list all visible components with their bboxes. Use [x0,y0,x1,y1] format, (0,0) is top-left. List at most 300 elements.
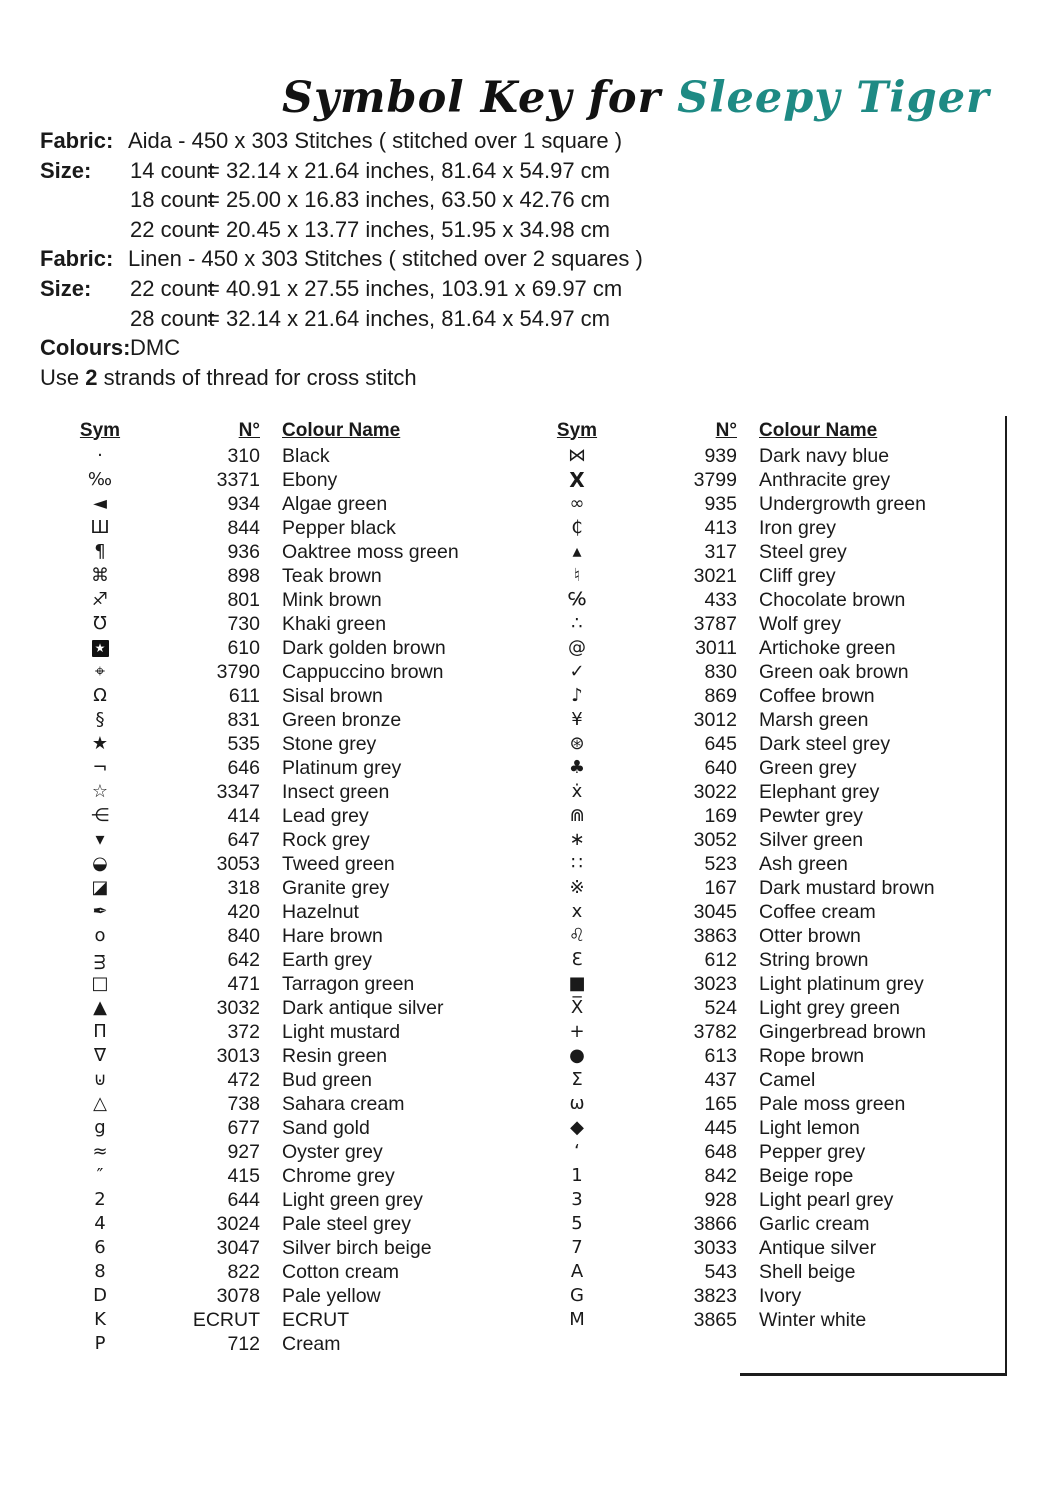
dmc-number: 437 [704,1068,737,1091]
dmc-number: 935 [704,492,737,515]
dmc-number: 898 [227,564,260,587]
symbol-glyph: Ш [90,517,110,538]
symbol-glyph: ♮ [573,565,581,586]
dmc-number: 613 [704,1044,737,1067]
symbol-glyph: 5 [571,1213,583,1234]
colour-name: Anthracite grey [759,468,891,491]
dmc-number: 646 [227,756,260,779]
dmc-number: 317 [704,540,737,563]
dmc-number: 645 [704,732,737,755]
colour-name: Wolf grey [759,612,841,635]
header-sym: Sym [556,419,598,441]
info-line-fabric-2 [40,244,643,274]
symbol-glyph: ■ [568,973,586,994]
info-line-size-5 [40,304,643,334]
colour-name: Winter white [759,1308,867,1331]
size-count: 22 count [130,216,215,242]
dmc-number: 3022 [693,780,737,803]
dmc-number: 414 [227,804,260,827]
symbol-glyph: ◪ [91,877,109,898]
symbol-glyph: ¬ [92,757,108,778]
table-row [545,780,985,804]
symbol-glyph: 8 [94,1261,106,1282]
dmc-number: 3045 [693,900,737,923]
table-row [545,732,985,756]
table-row [545,588,985,612]
colour-name: Antique silver [759,1236,877,1259]
dmc-number: 3021 [693,564,737,587]
table-row [68,1332,498,1356]
symbol-glyph: · [97,445,103,466]
table-row [545,1308,985,1332]
symbol-glyph: ⋒ [569,805,585,826]
strands-count: 2 [85,364,98,390]
dmc-number: 3032 [216,996,260,1019]
dmc-number: 3053 [216,852,260,875]
table-row [68,564,498,588]
dmc-number: 3011 [695,636,737,659]
strands-note [40,363,643,393]
table-row [545,1284,985,1308]
table-row [545,516,985,540]
table-row [68,1020,498,1044]
dmc-number: 928 [704,1188,737,1211]
colour-name: Sahara cream [282,1092,405,1115]
symbol-glyph: ★ [92,640,109,657]
dmc-number: 167 [704,876,737,899]
symbol-glyph: ‘ [574,1141,580,1162]
table-row [545,564,985,588]
dmc-number: 433 [704,588,737,611]
colour-name: Coffee brown [759,684,875,707]
colour-name: Pale yellow [282,1284,381,1307]
header-number: N° [238,419,260,441]
dmc-number: 523 [704,852,737,875]
dmc-number: 3799 [693,468,737,491]
table-row [68,1044,498,1068]
strands-prefix: Use [40,364,80,390]
dmc-number: 610 [227,636,260,659]
table-row [545,540,985,564]
pattern-info-block [40,126,643,392]
fabric-label: Fabric: [40,128,114,153]
symbol-glyph: ℅ [567,589,587,610]
page-title [282,74,990,122]
dmc-number: 840 [227,924,260,947]
dmc-number: 612 [704,948,737,971]
symbol-glyph: ω [569,1093,585,1114]
colour-name: Ash green [759,852,848,875]
symbol-glyph: A [570,1261,584,1282]
info-line-size-1 [40,156,643,186]
colour-name: Otter brown [759,924,861,947]
colour-name: Cream [282,1332,341,1355]
dmc-number: 372 [227,1020,260,1043]
dmc-number: ECRUT [192,1308,260,1331]
colour-name: Green oak brown [759,660,909,683]
size-dims: = 20.45 x 13.77 inches, 51.95 x 34.98 cm [207,216,610,242]
colour-name: Marsh green [759,708,869,731]
table-row [68,1236,498,1260]
symbol-glyph: ¶ [94,541,106,562]
symbol-glyph: ẋ [571,781,583,802]
dmc-number: 801 [227,588,260,611]
table-row [545,660,985,684]
symbol-glyph: X [569,468,585,492]
symbol-glyph: ‰ [87,469,113,490]
dmc-number: 3023 [693,972,737,995]
symbol-glyph: Π [93,1021,107,1042]
symbol-glyph: ★ [91,733,109,754]
colour-name: Chrome grey [282,1164,395,1187]
colour-name: Algae green [282,492,388,515]
symbol-glyph: ♣ [568,757,586,778]
symbol-glyph: ∴ [571,613,583,634]
table-row [545,1260,985,1284]
symbol-glyph: ⌘ [91,565,109,586]
symbol-glyph: ⊍ [93,1069,107,1090]
table-row [545,1236,985,1260]
dmc-number: 420 [227,900,260,923]
table-row [68,1188,498,1212]
symbol-glyph: ∞ [569,493,585,514]
dmc-number: 3012 [693,708,737,731]
symbol-glyph: @ [568,637,586,658]
symbol-glyph: ∗ [569,829,585,850]
table-row [68,996,498,1020]
table-row [545,756,985,780]
colour-name: Dark golden brown [282,636,446,659]
table-row [68,828,498,852]
dmc-number: 165 [704,1092,737,1115]
dmc-number: 934 [227,492,260,515]
symbol-glyph: ☆ [91,781,109,802]
colour-name: Camel [759,1068,816,1091]
table-row [68,1260,498,1284]
size-label: Size: [40,157,92,183]
colour-name: Pale steel grey [282,1212,411,1235]
colour-name: Coffee cream [759,900,876,923]
colour-name: Artichoke green [759,636,896,659]
dmc-number: 644 [227,1188,260,1211]
colour-name: Elephant grey [759,780,880,803]
colour-name: Pale moss green [759,1092,906,1115]
colour-name: Tweed green [282,852,395,875]
colour-name: Lead grey [282,804,369,827]
symbol-glyph: ¥ [571,709,583,730]
table-row [545,1140,985,1164]
dmc-number: 3782 [693,1020,737,1043]
dmc-number: 3371 [216,468,260,491]
table-header [545,417,985,444]
colour-name: Silver green [759,828,864,851]
dmc-number: 3790 [216,660,260,683]
colour-name: Light mustard [282,1020,401,1043]
colour-name: Light pearl grey [759,1188,894,1211]
table-row [68,636,498,660]
colour-name: Rock grey [282,828,370,851]
colour-name: Dark antique silver [282,996,444,1019]
symbol-glyph: ✓ [569,661,585,682]
table-row [68,492,498,516]
symbol-glyph: ※ [569,877,585,898]
colour-name: Earth grey [282,948,372,971]
table-row [68,516,498,540]
symbol-glyph: ▾ [95,829,105,850]
symbol-glyph: ▲ [93,997,107,1018]
colour-name: Dark navy blue [759,444,890,467]
colour-name: Light grey green [759,996,900,1019]
colour-name: Chocolate brown [759,588,906,611]
header-colour-name: Colour Name [282,419,401,441]
colour-name: ECRUT [282,1308,350,1331]
size-dims: = 32.14 x 21.64 inches, 81.64 x 54.97 cm [207,157,610,183]
table-row [545,876,985,900]
table-row [545,852,985,876]
colour-name: Oyster grey [282,1140,383,1163]
dmc-number: 471 [227,972,260,995]
symbol-glyph: 2 [94,1189,106,1210]
fabric-value: Linen - 450 x 303 Stitches ( stitched over 2 squares ) [128,246,643,272]
colour-name: Cappuccino brown [282,660,444,683]
dmc-number: 445 [704,1116,737,1139]
table-row [68,1116,498,1140]
info-line-size-3 [40,215,643,245]
table-row [68,924,498,948]
dmc-number: 3024 [216,1212,260,1235]
symbol-glyph: □ [91,973,109,994]
dmc-number: 642 [227,948,260,971]
table-row [68,1164,498,1188]
dmc-number: 647 [227,828,260,851]
colour-name: Gingerbread brown [759,1020,926,1043]
colour-name: Stone grey [282,732,377,755]
dmc-number: 677 [227,1116,260,1139]
symbol-glyph: P [94,1333,106,1354]
symbol-glyph: △ [93,1093,107,1114]
colour-name: Pepper black [282,516,396,539]
symbol-glyph: ● [569,1045,585,1066]
symbol-glyph: ∇ [93,1045,107,1066]
colour-name: Sisal brown [282,684,383,707]
symbol-glyph: x [571,901,583,922]
dmc-number: 844 [227,516,260,539]
dmc-number: 3013 [216,1044,260,1067]
size-dims: = 32.14 x 21.64 inches, 81.64 x 54.97 cm [207,305,610,331]
info-line-size-4 [40,274,643,304]
symbol-glyph: ⌖ [94,661,106,682]
colour-name: Khaki green [282,612,387,635]
dmc-number: 712 [227,1332,260,1355]
symbol-glyph: ♐ [91,589,109,610]
dmc-number: 738 [227,1092,260,1115]
symbol-glyph: M [569,1309,585,1330]
dmc-number: 648 [704,1140,737,1163]
dmc-number: 472 [227,1068,260,1091]
dmc-number: 3863 [693,924,737,947]
dmc-number: 543 [704,1260,737,1283]
colour-name: Light green grey [282,1188,423,1211]
colour-name: Shell beige [759,1260,856,1283]
symbol-glyph: Ω [93,685,107,706]
title-prefix: Symbol Key for [282,73,662,123]
dmc-number: 3865 [693,1308,737,1331]
table-row [68,732,498,756]
size-dims: = 25.00 x 16.83 inches, 63.50 x 42.76 cm [207,187,610,213]
dmc-number: 939 [704,444,737,467]
table-row [545,492,985,516]
colour-name: Steel grey [759,540,847,563]
colour-name: Mink brown [282,588,382,611]
colours-label: Colours: [40,335,131,361]
table-row [68,444,498,468]
symbol-glyph: ♪ [571,685,583,706]
info-line-size-2 [40,185,643,215]
table-row [68,708,498,732]
symbol-glyph: ▴ [572,541,582,562]
table-row [545,636,985,660]
symbol-glyph: 3 [571,1189,583,1210]
dmc-number: 415 [227,1164,260,1187]
symbol-glyph: ᴟ [94,949,106,970]
dmc-number: 842 [704,1164,737,1187]
size-count: 28 count [130,305,215,331]
colour-name: Granite grey [282,876,390,899]
colour-name: Green bronze [282,708,402,731]
table-row [545,1164,985,1188]
table-row [545,948,985,972]
dmc-number: 822 [227,1260,260,1283]
table-header [68,417,498,444]
colour-name: Beige rope [759,1164,854,1187]
symbol-glyph: ◒ [92,853,108,874]
dmc-number: 869 [704,684,737,707]
table-right-border [1005,416,1007,1376]
table-row [545,1212,985,1236]
header-colour-name: Colour Name [759,419,878,441]
table-row [68,660,498,684]
header-sym: Sym [79,419,121,441]
table-row [68,876,498,900]
colour-name: Cotton cream [282,1260,400,1283]
symbol-glyph: ✒ [92,901,108,922]
colour-name: String brown [759,948,869,971]
symbol-glyph: ″ [96,1165,104,1186]
dmc-number: 318 [227,876,260,899]
symbol-glyph: ◆ [570,1117,584,1138]
dmc-number: 611 [228,684,260,707]
table-row [68,1212,498,1236]
colour-name: Insect green [282,780,390,803]
table-row [68,540,498,564]
symbol-glyph: ₵ [571,517,583,538]
table-row [545,804,985,828]
symbol-key-table-right [545,417,985,1332]
symbol-glyph: 4 [94,1213,106,1234]
table-row [545,972,985,996]
table-row [545,1068,985,1092]
colour-name: Undergrowth green [759,492,926,515]
colour-name: Oaktree moss green [282,540,459,563]
table-row [68,1068,498,1092]
symbol-glyph: ⋲ [91,805,109,826]
dmc-number: 3078 [216,1284,260,1307]
colour-name: Platinum grey [282,756,402,779]
table-row [545,1020,985,1044]
colour-name: Resin green [282,1044,388,1067]
dmc-number: 413 [704,516,737,539]
table-row [68,972,498,996]
dmc-number: 535 [227,732,260,755]
colour-name: Hazelnut [282,900,359,923]
dmc-number: 310 [227,444,260,467]
info-line-fabric-1 [40,126,643,156]
colour-name: Rope brown [759,1044,865,1067]
colour-name: Pewter grey [759,804,864,827]
fabric-label: Fabric: [40,246,114,272]
colour-name: Black [282,444,330,467]
size-dims: = 40.91 x 27.55 inches, 103.91 x 69.97 cm [207,275,623,301]
header-number: N° [715,419,737,441]
symbol-glyph: o [94,925,106,946]
colour-name: Cliff grey [759,564,836,587]
colour-name: Pepper grey [759,1140,866,1163]
symbol-glyph: X̅ [570,997,584,1018]
dmc-number: 3866 [693,1212,737,1235]
dmc-number: 730 [227,612,260,635]
table-row [68,780,498,804]
table-row [68,468,498,492]
dmc-number: 936 [227,540,260,563]
strands-suffix: strands of thread for cross stitch [103,364,417,390]
table-row [68,756,498,780]
table-row [68,612,498,636]
symbol-glyph: Ɛ [571,949,583,970]
colour-name: Dark mustard brown [759,876,935,899]
table-row [545,1116,985,1140]
dmc-number: 3033 [693,1236,737,1259]
dmc-number: 524 [704,996,737,1019]
symbol-glyph: Σ [571,1069,583,1090]
symbol-glyph: K [94,1309,106,1330]
table-row [545,924,985,948]
colour-name: Ebony [282,468,338,491]
table-row [68,1092,498,1116]
symbol-glyph: ≈ [92,1141,108,1162]
colour-name: Sand gold [282,1116,370,1139]
info-line-colours [40,333,643,363]
table-row [545,708,985,732]
symbol-glyph: ♌ [568,925,586,946]
dmc-number: 3787 [693,612,737,635]
table-row [545,684,985,708]
size-count: 14 count [130,157,215,183]
symbol-glyph: 6 [94,1237,106,1258]
dmc-number: 169 [704,804,737,827]
symbol-glyph: § [95,709,105,730]
dmc-number: 3347 [216,780,260,803]
table-row [545,612,985,636]
table-row [68,1284,498,1308]
symbol-glyph: G [570,1285,584,1306]
table-row [545,468,985,492]
table-row [545,1092,985,1116]
table-row [68,852,498,876]
size-count: 18 count [130,187,215,213]
table-row [545,444,985,468]
symbol-glyph: D [93,1285,107,1306]
table-row [545,828,985,852]
